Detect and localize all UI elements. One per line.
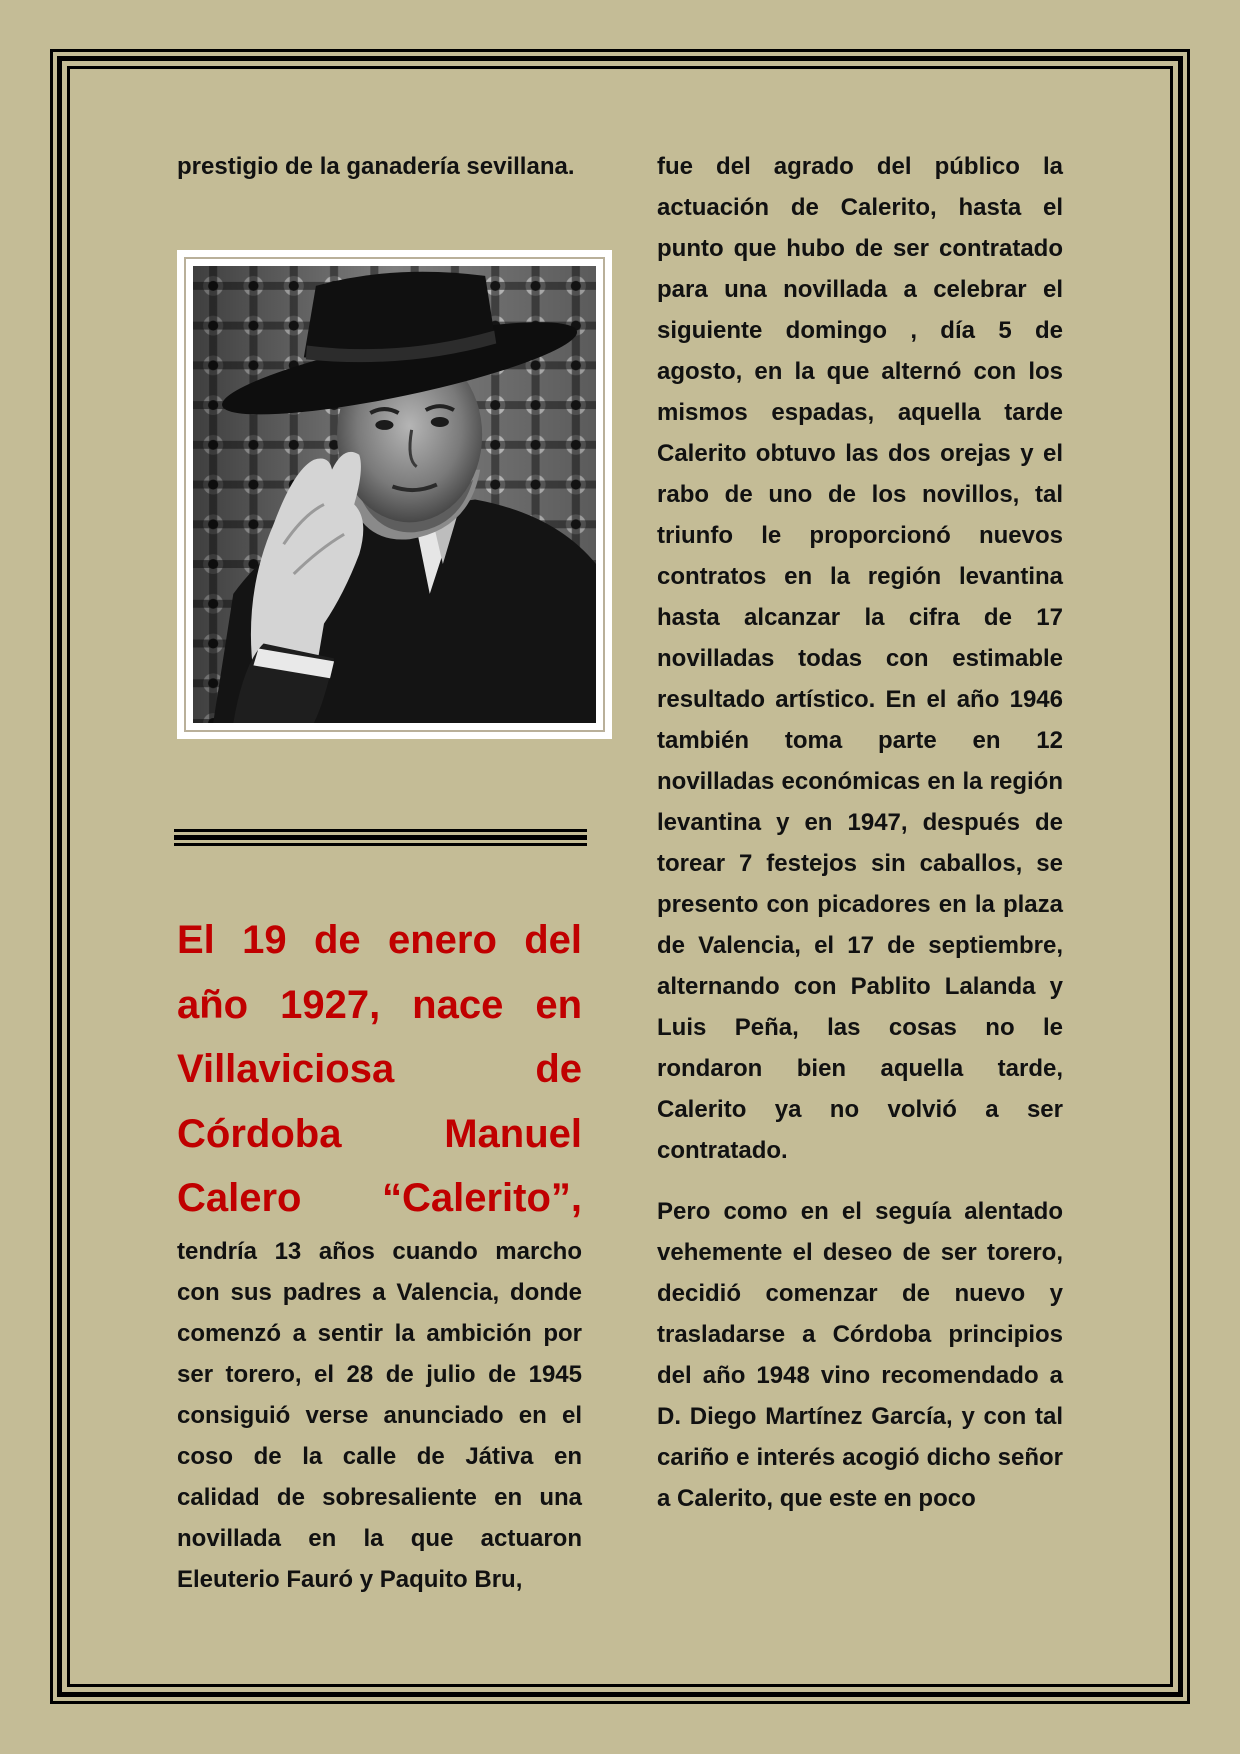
portrait-photo-inner — [184, 257, 605, 732]
right-column — [657, 146, 1063, 1519]
left-column-body — [177, 1231, 582, 1600]
left-column-intro — [177, 146, 582, 187]
right-paragraph-1: fue del agrado del público la actuación de Calerito, hasta el punto que hubo de ser contratado para una novillada a celebrar el siguiente domingo , día 5 de agosto, en la que alternó con los mismos espadas, aquella tarde Calerito obtuvo las dos orejas y el rabo de uno de los novillos, tal triunfo le proporcionó nuevos contratos en la región levantina hasta alcanzar la cifra de 17 novilladas todas con estimable resultado artístico. En el año 1946 también toma parte en 12 novilladas económicas en la región levantina y en 1947, después de torear 7 festejos sin caballos, se presento con picadores en la plaza de Valencia, el 17 de septiembre, alternando con Pablito Lalanda y Luis Peña, las cosas no le rondaron bien aquella tarde, Calerito ya no volvió a ser contratado. — [657, 153, 1063, 1164]
body-paragraph: tendría 13 años cuando marcho con sus padres a Valencia, donde comenzó a sentir la ambición por ser torero, el 28 de julio de 1945 consiguió verse anunciado en el coso de la calle de Játiva en calidad de sobresaliente en una novillada en la que actuaron Eleuterio Fauró y Paquito Bru, — [177, 1238, 582, 1593]
right-paragraph-2: Pero como en el seguía alentado vehemente el deseo de ser torero, decidió comenzar de nuevo y trasladarse a Córdoba principios del año 1948 vino recomendado a D. Diego Martínez García, y con tal cariño e interés acogió dicho señor a Calerito, que este en poco — [657, 1198, 1063, 1512]
headline: El 19 de enero del año 1927, nace en Villaviciosa de Córdoba Manuel Calero “Calerito”, — [177, 918, 582, 1220]
divider-line-middle — [174, 835, 587, 840]
section-divider — [174, 829, 587, 846]
portrait-illustration — [193, 266, 596, 723]
portrait-photo — [177, 250, 612, 739]
intro-paragraph: prestigio de la ganadería sevillana. — [177, 153, 575, 180]
divider-line-bottom — [174, 843, 587, 846]
divider-line-top — [174, 829, 587, 832]
